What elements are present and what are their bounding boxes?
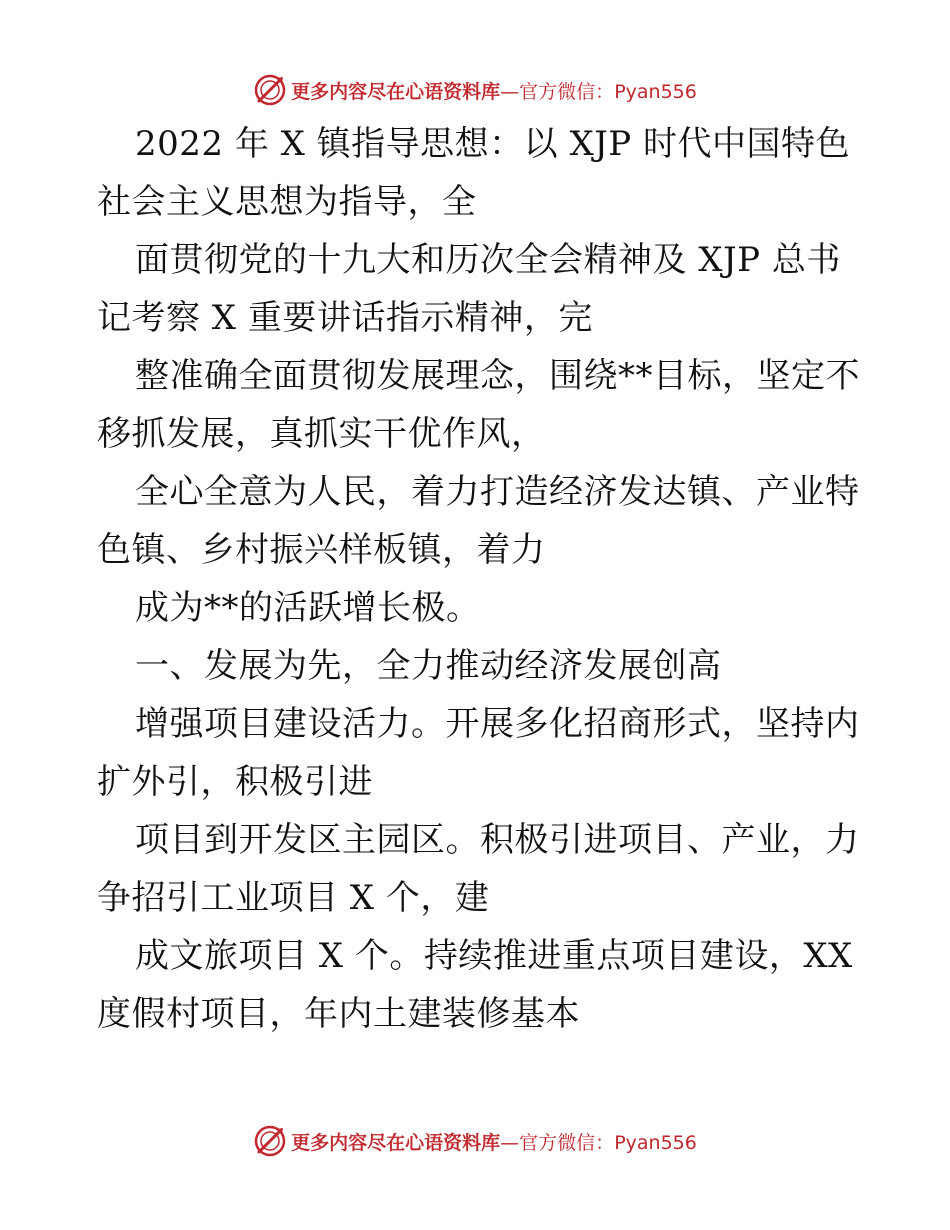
paragraph <box>97 579 857 637</box>
text-line: 2022 年 X 镇指导思想：以 XJP 时代中国特色 <box>135 124 850 164</box>
text-line: 扩外引，积极引进 <box>97 762 373 802</box>
text-line: 色镇、乡村振兴样板镇，着力 <box>97 530 546 570</box>
watermark-main: 更多内容尽在心语资料库 <box>291 80 501 103</box>
text-line: 移抓发展，真抓实干优作风， <box>97 414 546 454</box>
text-line: 争招引工业项目 X 个，建 <box>97 878 490 918</box>
text-line: 全心全意为人民，着力打造经济发达镇、产业特 <box>135 472 860 512</box>
paragraph <box>97 695 860 811</box>
text-line: 成文旅项目 X 个。持续推进重点项目建设，XX <box>135 936 853 976</box>
watermark-dash: — <box>500 80 520 103</box>
header-watermark <box>0 70 950 110</box>
text-line: 度假村项目，年内土建装修基本 <box>97 994 580 1034</box>
paragraph <box>97 927 857 1043</box>
paragraph <box>97 811 860 927</box>
watermark-dash: — <box>500 1131 520 1154</box>
watermark-main: 更多内容尽在心语资料库 <box>291 1131 501 1154</box>
brand-logo-icon <box>253 73 287 107</box>
watermark-text <box>291 77 697 104</box>
text-line: 社会主义思想为指导，全 <box>97 182 477 222</box>
text-line: 整准确全面贯彻发展理念，围绕**目标，坚定不 <box>135 356 860 396</box>
text-line: 面贯彻党的十九大和历次全会精神及 XJP 总书 <box>135 240 841 280</box>
brand-logo-icon <box>253 1124 287 1158</box>
text-line: 记考察 X 重要讲话指示精神，完 <box>97 298 593 338</box>
watermark-label: 官方微信： <box>519 80 615 103</box>
paragraph <box>97 231 857 347</box>
text-line: 增强项目建设活力。开展多化招商形式，坚持内 <box>135 704 860 744</box>
paragraph <box>97 115 857 231</box>
watermark-text <box>291 1128 697 1155</box>
watermark-id: Pyan556 <box>614 80 697 103</box>
section-heading <box>97 637 857 695</box>
text-line: 一、发展为先，全力推动经济发展创高 <box>135 646 722 686</box>
text-line: 项目到开发区主园区。积极引进项目、产业，力 <box>135 820 860 860</box>
watermark-label: 官方微信： <box>519 1131 615 1154</box>
paragraph <box>97 347 860 463</box>
text-line: 成为**的活跃增长极。 <box>135 588 481 628</box>
document-body <box>97 115 860 1043</box>
footer-watermark <box>0 1121 950 1161</box>
paragraph <box>97 463 860 579</box>
watermark-id: Pyan556 <box>614 1131 697 1154</box>
